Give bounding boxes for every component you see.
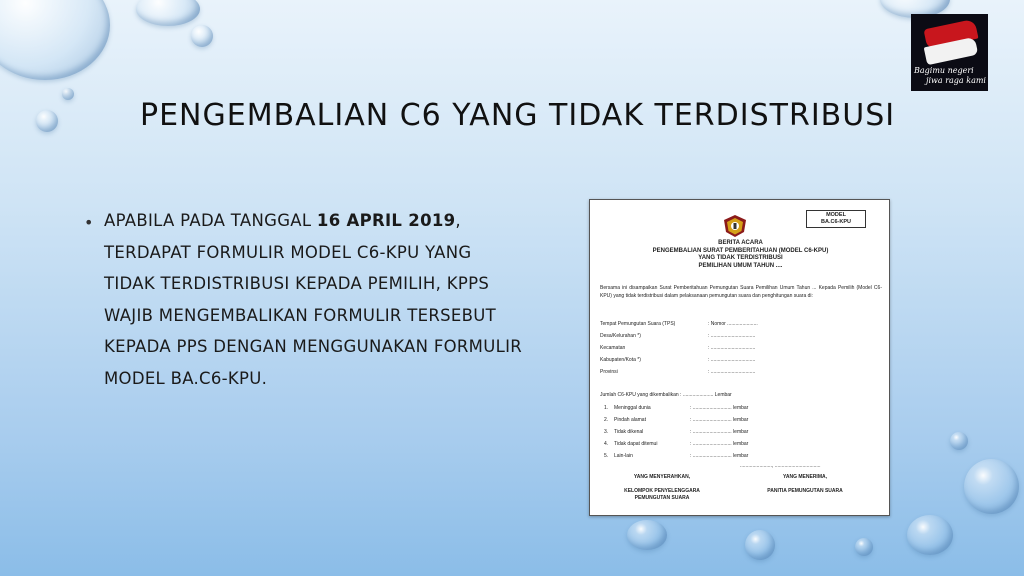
water-droplet [855,538,873,556]
field-jumlah: Jumlah C6-KPU yang dikembalikan : ...................... Lembar [600,392,732,398]
bullet-list [84,205,524,394]
reason-item: 4. Tidak dapat ditemui : ............................ lembar [604,441,749,447]
water-droplet [191,25,213,47]
water-droplet [950,432,968,450]
date-line: ......................., ................................. [740,463,821,469]
logo-tagline: Bagimu negeri jiwa raga kami [914,66,986,85]
signature-left: YANG MENYERAHKAN, KELOMPOK PENYELENGGARA PEMUNGUTAN SUARA [624,474,700,501]
field-tps: Tempat Pemungutan Suara (TPS) : Nomor ...................... [600,321,758,327]
bullet-marker: • [84,213,94,232]
form-ba-c6-kpu-image [589,199,890,516]
reason-item: 3. Tidak dikenal : ............................ lembar [604,429,749,435]
water-droplet [627,520,667,550]
field-desa: Desa/Kelurahan *) : ................................ [600,333,756,339]
field-kabupaten: Kabupaten/Kota *) : ................................ [600,357,756,363]
kpu-emblem-icon [722,214,748,238]
water-droplet [964,459,1019,514]
field-provinsi: Provinsi : ................................ [600,369,756,375]
document-paragraph: Bersama ini disampaikan Surat Pemberitahuan Pemungutan Suara Pemilihan Umum Tahun ... Kepada Pemilih (Model C6-KPU) yang tidak terdistribusi dalam pelaksanaan pemungutan suara dan penghitungan suara di: [600,285,882,299]
model-label-box: MODEL BA.C6-KPU [806,210,866,228]
water-droplet [0,0,110,80]
bullet-text: APABILA PADA TANGGAL 16 APRIL 2019, TERDAPAT FORMULIR MODEL C6-KPU YANG TIDAK TERDISTRIBUSI KEPADA PEMILIH, KPPS WAJIB MENGEMBALIKAN FORMULIR TERSEBUT KEPADA PPS DENGAN MENGGUNAKAN FORMULIR MODEL BA.C6-KPU. [104,211,522,388]
water-droplet [62,88,74,100]
water-droplet [136,0,200,26]
water-droplet [907,515,953,555]
water-droplet [36,110,58,132]
signature-right: YANG MENERIMA, PANITIA PEMUNGUTAN SUARA [767,474,843,494]
slide-title: PENGEMBALIAN C6 YANG TIDAK TERDISTRIBUSI [140,98,896,133]
document-heading: BERITA ACARA PENGEMBALIAN SURAT PEMBERITAHUAN (MODEL C6-KPU) YANG TIDAK TERDISTRIBUSI PEMILIHAN UMUM TAHUN .... [652,240,829,269]
highlight-date: 16 APRIL 2019 [316,211,456,230]
reason-item: 2. Pindah alamat : ............................ lembar [604,417,749,423]
reason-item: 5. Lain-lain : ............................ lembar [604,453,749,459]
water-droplet [745,530,775,560]
flag-logo [911,14,988,91]
reason-item: 1. Meninggal dunia : ............................ lembar [604,405,749,411]
field-kecamatan: Kecamatan : ................................ [600,345,756,351]
